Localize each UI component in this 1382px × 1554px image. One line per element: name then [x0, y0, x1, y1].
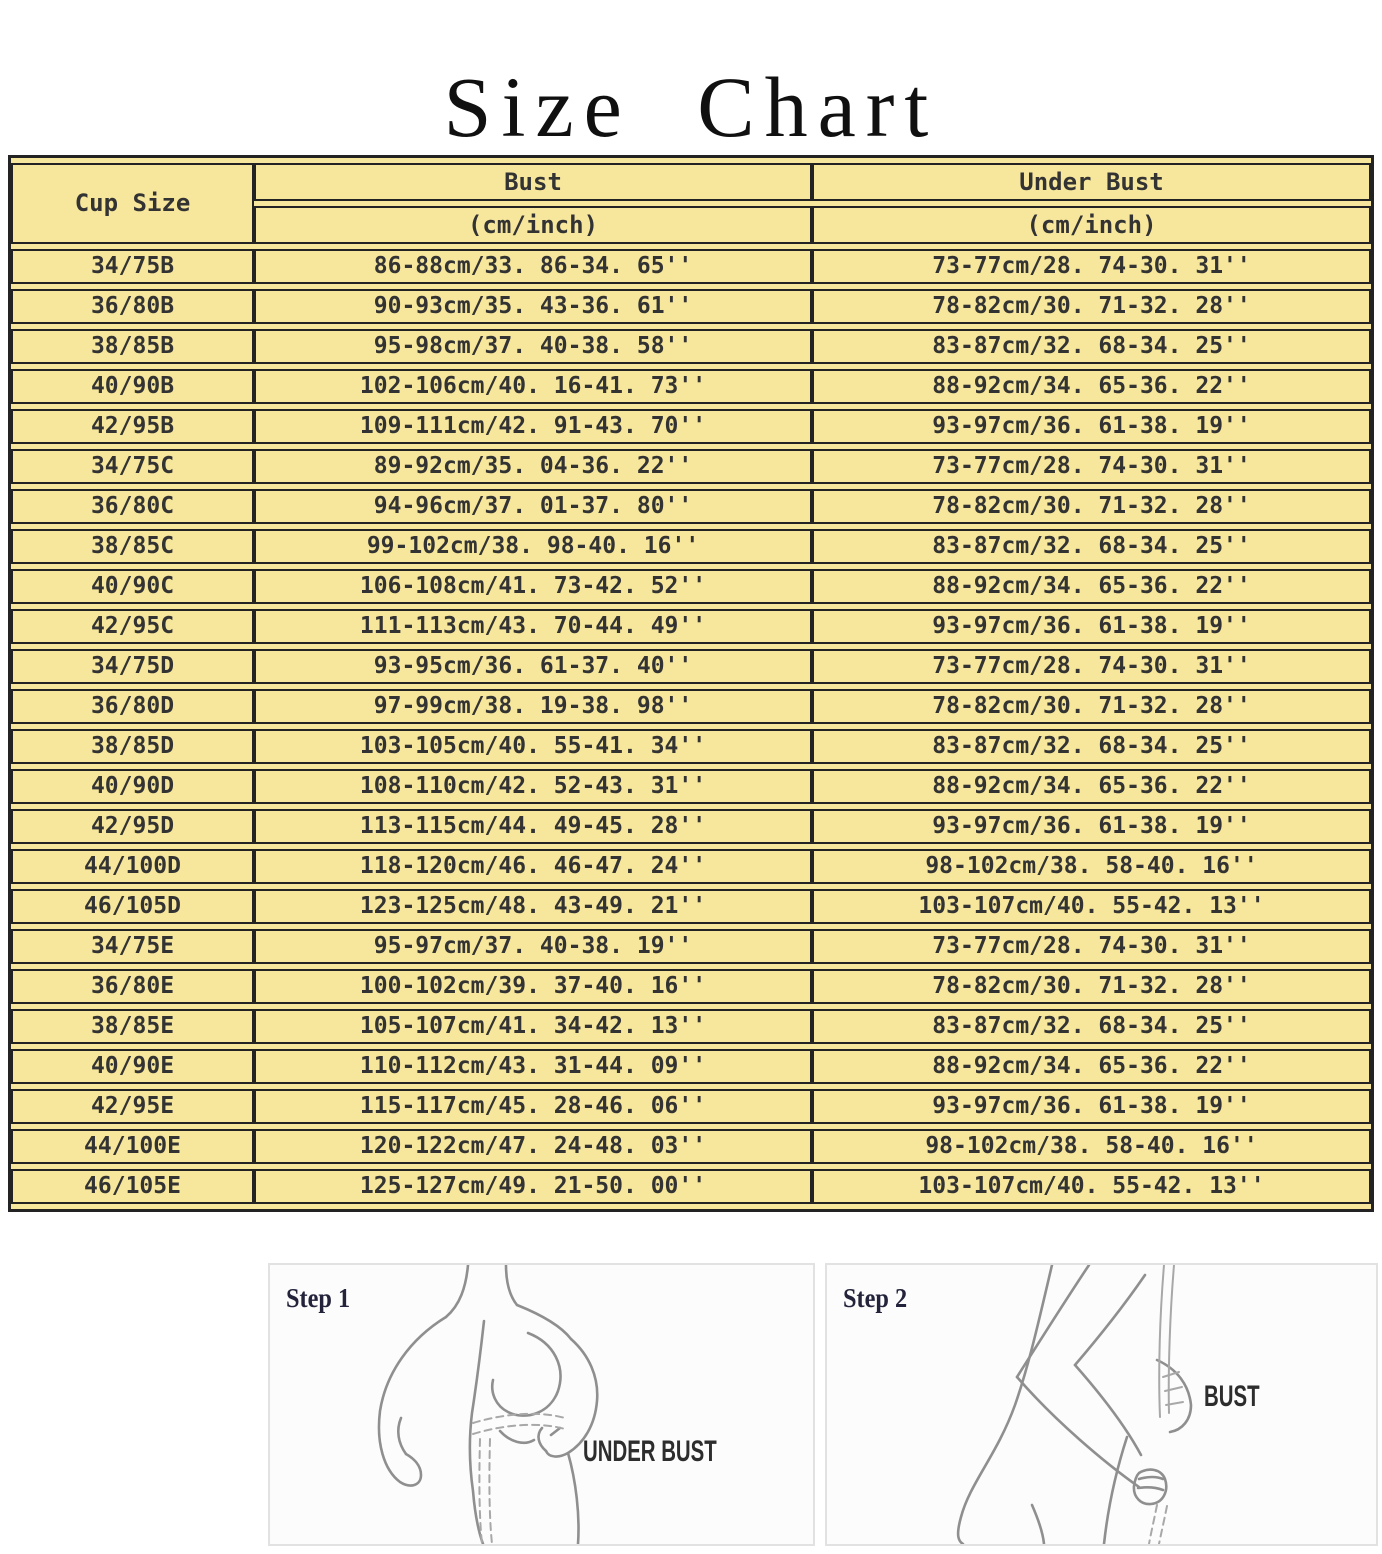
cell-bust: 100-102cm/39. 37-40. 16'': [254, 969, 812, 1004]
cell-cup-size: 36/80B: [11, 289, 254, 324]
cell-cup-size: 36/80D: [11, 689, 254, 724]
cell-cup-size: 36/80C: [11, 489, 254, 524]
cell-bust: 123-125cm/48. 43-49. 21'': [254, 889, 812, 924]
cell-under-bust: 103-107cm/40. 55-42. 13'': [812, 889, 1371, 924]
cell-under-bust: 93-97cm/36. 61-38. 19'': [812, 609, 1371, 644]
cell-under-bust: 88-92cm/34. 65-36. 22'': [812, 769, 1371, 804]
cell-under-bust: 83-87cm/32. 68-34. 25'': [812, 1009, 1371, 1044]
cell-bust: 110-112cm/43. 31-44. 09'': [254, 1049, 812, 1084]
table-row: [11, 729, 1371, 764]
cell-under-bust: 88-92cm/34. 65-36. 22'': [812, 569, 1371, 604]
cell-under-bust: 83-87cm/32. 68-34. 25'': [812, 729, 1371, 764]
table-row: [11, 969, 1371, 1004]
table-row: [11, 329, 1371, 364]
cell-cup-size: 34/75C: [11, 449, 254, 484]
cell-under-bust: 78-82cm/30. 71-32. 28'': [812, 489, 1371, 524]
cell-cup-size: 38/85D: [11, 729, 254, 764]
cell-bust: 111-113cm/43. 70-44. 49'': [254, 609, 812, 644]
underbust-measure-illustration: [270, 1265, 813, 1544]
cell-cup-size: 40/90B: [11, 369, 254, 404]
table-row: [11, 929, 1371, 964]
cell-cup-size: 40/90D: [11, 769, 254, 804]
cell-bust: 95-98cm/37. 40-38. 58'': [254, 329, 812, 364]
cell-cup-size: 42/95D: [11, 809, 254, 844]
table-row: [11, 649, 1371, 684]
measure-step-2-panel: [825, 1263, 1378, 1546]
page-title: Size Chart: [443, 58, 939, 155]
under-bust-caption: UNDER BUST: [583, 1434, 717, 1468]
cell-bust: 103-105cm/40. 55-41. 34'': [254, 729, 812, 764]
bust-measure-illustration: [827, 1265, 1376, 1544]
cell-cup-size: 36/80E: [11, 969, 254, 1004]
cell-cup-size: 42/95E: [11, 1089, 254, 1124]
cell-bust: 102-106cm/40. 16-41. 73'': [254, 369, 812, 404]
cell-bust: 105-107cm/41. 34-42. 13'': [254, 1009, 812, 1044]
cell-under-bust: 98-102cm/38. 58-40. 16'': [812, 1129, 1371, 1164]
cell-bust: 109-111cm/42. 91-43. 70'': [254, 409, 812, 444]
table-row: [11, 249, 1371, 284]
cell-cup-size: 34/75D: [11, 649, 254, 684]
cell-cup-size: 46/105D: [11, 889, 254, 924]
cell-under-bust: 78-82cm/30. 71-32. 28'': [812, 689, 1371, 724]
table-row: [11, 489, 1371, 524]
cell-bust: 86-88cm/33. 86-34. 65'': [254, 249, 812, 284]
table-row: [11, 849, 1371, 884]
cell-bust: 95-97cm/37. 40-38. 19'': [254, 929, 812, 964]
cell-bust: 90-93cm/35. 43-36. 61'': [254, 289, 812, 324]
header-bust: Bust: [254, 163, 812, 201]
cell-under-bust: 93-97cm/36. 61-38. 19'': [812, 409, 1371, 444]
cell-cup-size: 42/95B: [11, 409, 254, 444]
table-row: [11, 449, 1371, 484]
table-row: [11, 409, 1371, 444]
cell-cup-size: 44/100E: [11, 1129, 254, 1164]
table-row: [11, 1009, 1371, 1044]
cell-bust: 99-102cm/38. 98-40. 16'': [254, 529, 812, 564]
cell-under-bust: 83-87cm/32. 68-34. 25'': [812, 329, 1371, 364]
bust-caption: BUST: [1204, 1379, 1260, 1413]
cell-under-bust: 88-92cm/34. 65-36. 22'': [812, 1049, 1371, 1084]
cell-bust: 125-127cm/49. 21-50. 00'': [254, 1169, 812, 1204]
cell-cup-size: 38/85E: [11, 1009, 254, 1044]
header-under-bust: Under Bust: [812, 163, 1371, 201]
header-row-main: [11, 163, 1371, 201]
cell-under-bust: 73-77cm/28. 74-30. 31'': [812, 249, 1371, 284]
cell-under-bust: 103-107cm/40. 55-42. 13'': [812, 1169, 1371, 1204]
cell-under-bust: 78-82cm/30. 71-32. 28'': [812, 289, 1371, 324]
cell-under-bust: 93-97cm/36. 61-38. 19'': [812, 809, 1371, 844]
table-row: [11, 769, 1371, 804]
cell-cup-size: 34/75B: [11, 249, 254, 284]
measuring-steps-section: [0, 1263, 1382, 1546]
table-row: [11, 289, 1371, 324]
table-row: [11, 889, 1371, 924]
measure-step-1-panel: [268, 1263, 815, 1546]
cell-bust: 118-120cm/46. 46-47. 24'': [254, 849, 812, 884]
cell-cup-size: 34/75E: [11, 929, 254, 964]
table-row: [11, 609, 1371, 644]
header-bust-unit: (cm/inch): [254, 206, 812, 244]
cell-cup-size: 38/85B: [11, 329, 254, 364]
cell-bust: 94-96cm/37. 01-37. 80'': [254, 489, 812, 524]
table-row: [11, 1169, 1371, 1204]
step-1-label: Step 1: [286, 1282, 351, 1313]
cell-bust: 97-99cm/38. 19-38. 98'': [254, 689, 812, 724]
cell-under-bust: 83-87cm/32. 68-34. 25'': [812, 529, 1371, 564]
table-row: [11, 689, 1371, 724]
cell-cup-size: 40/90E: [11, 1049, 254, 1084]
cell-cup-size: 40/90C: [11, 569, 254, 604]
cell-cup-size: 46/105E: [11, 1169, 254, 1204]
cell-under-bust: 73-77cm/28. 74-30. 31'': [812, 449, 1371, 484]
cell-bust: 106-108cm/41. 73-42. 52'': [254, 569, 812, 604]
header-under-bust-unit: (cm/inch): [812, 206, 1371, 244]
table-row: [11, 1129, 1371, 1164]
cell-bust: 115-117cm/45. 28-46. 06'': [254, 1089, 812, 1124]
cell-bust: 108-110cm/42. 52-43. 31'': [254, 769, 812, 804]
cell-cup-size: 42/95C: [11, 609, 254, 644]
cell-bust: 93-95cm/36. 61-37. 40'': [254, 649, 812, 684]
table-row: [11, 809, 1371, 844]
cell-bust: 89-92cm/35. 04-36. 22'': [254, 449, 812, 484]
table-row: [11, 529, 1371, 564]
cell-cup-size: 38/85C: [11, 529, 254, 564]
header-cup-size: Cup Size: [11, 163, 254, 244]
cell-cup-size: 44/100D: [11, 849, 254, 884]
cell-bust: 120-122cm/47. 24-48. 03'': [254, 1129, 812, 1164]
table-row: [11, 569, 1371, 604]
table-row: [11, 1049, 1371, 1084]
step-2-label: Step 2: [843, 1282, 908, 1313]
size-chart-table-wrap: [8, 155, 1374, 1212]
cell-bust: 113-115cm/44. 49-45. 28'': [254, 809, 812, 844]
cell-under-bust: 88-92cm/34. 65-36. 22'': [812, 369, 1371, 404]
cell-under-bust: 73-77cm/28. 74-30. 31'': [812, 929, 1371, 964]
size-table-body: [11, 249, 1371, 1204]
table-row: [11, 1089, 1371, 1124]
size-chart-table: [8, 155, 1374, 1212]
cell-under-bust: 93-97cm/36. 61-38. 19'': [812, 1089, 1371, 1124]
cell-under-bust: 98-102cm/38. 58-40. 16'': [812, 849, 1371, 884]
table-row: [11, 369, 1371, 404]
size-chart-header: [11, 163, 1371, 244]
cell-under-bust: 73-77cm/28. 74-30. 31'': [812, 649, 1371, 684]
cell-under-bust: 78-82cm/30. 71-32. 28'': [812, 969, 1371, 1004]
